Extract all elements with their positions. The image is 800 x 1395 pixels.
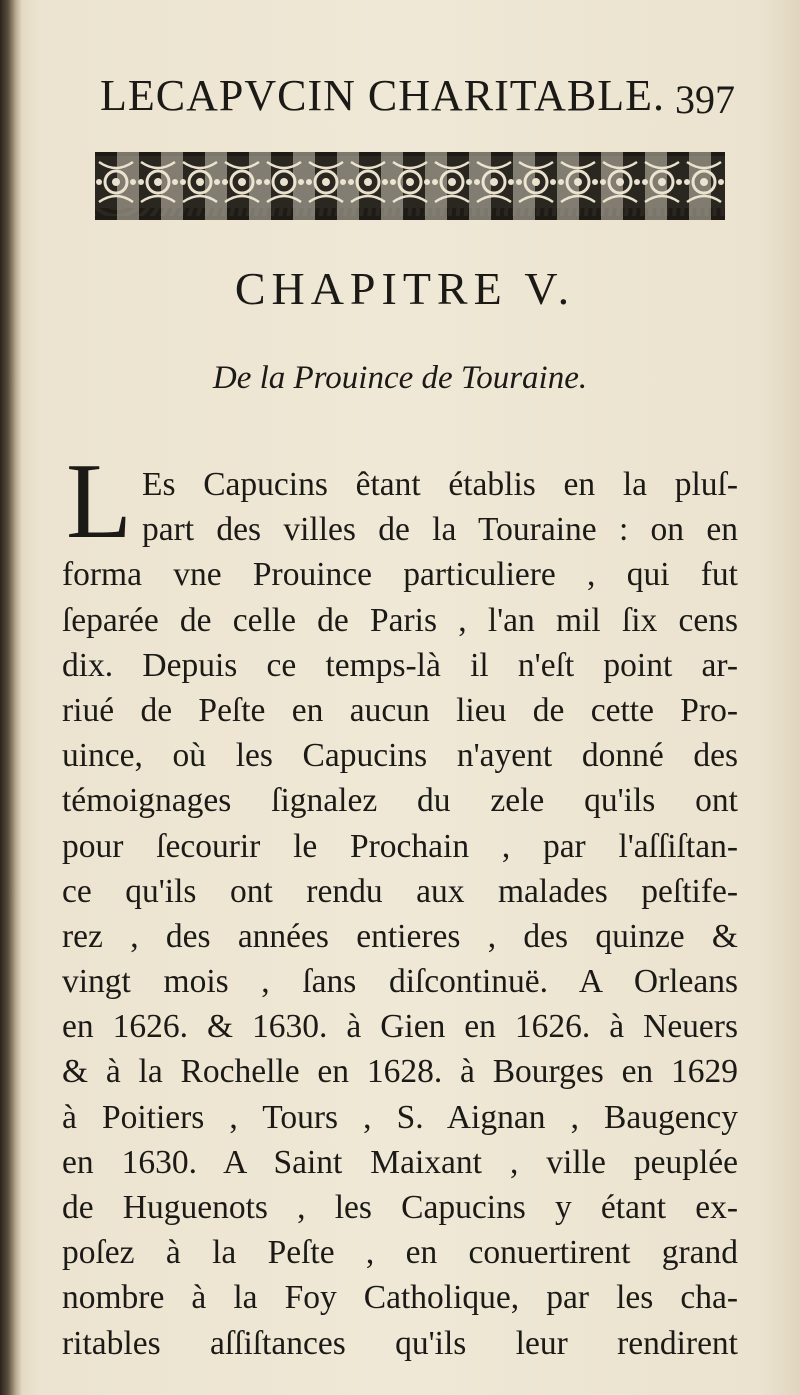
- text-line: pour ſecourir le Prochain , par l'aſſiſtan-: [62, 827, 738, 865]
- text-line: en 1630. A Saint Maixant , ville peuplée: [62, 1143, 738, 1181]
- text-line: uince, où les Capucins n'ayent donné des: [62, 737, 738, 775]
- running-head: [0, 70, 800, 130]
- text-line: & à la Rochelle en 1628. à Bourges en 1629: [62, 1053, 738, 1091]
- text-line: à Poitiers , Tours , S. Aignan , Baugency: [62, 1098, 738, 1136]
- chapter-heading: CHAPITRE V.: [234, 263, 576, 314]
- page-binding-edge: [0, 0, 22, 1395]
- text-line: vingt mois , ſans diſcontinuë. A Orleans: [62, 963, 738, 1001]
- text-line: rez , des années entieres , des quinze &: [62, 917, 738, 955]
- running-head-title: LECAPVCIN CHARITABLE.: [100, 71, 666, 120]
- text-line: ce qu'ils ont rendu aux malades peſtife-: [62, 872, 738, 910]
- text-line: ritables aſſiſtances qu'ils leur rendirent: [62, 1324, 738, 1362]
- headpiece-pattern: [95, 156, 725, 208]
- page-number: 397: [675, 77, 735, 122]
- drop-cap: L: [66, 442, 132, 561]
- chapter-subtitle: De la Prouince de Touraine.: [212, 360, 588, 396]
- text-line: Es Capucins êtant établis en la pluſ-: [142, 466, 738, 503]
- text-line: nombre à la Foy Catholique, par les cha-: [62, 1279, 738, 1317]
- text-line: poſez à la Peſte , en conuertirent grand: [62, 1234, 738, 1272]
- text-line: dix. Depuis ce temps-là il n'eſt point ar-: [62, 646, 738, 684]
- text-line: part des villes de la Touraine : on en: [142, 511, 738, 549]
- body-text: [62, 462, 738, 1366]
- text-line: de Huguenots , les Capucins y étant ex-: [62, 1189, 738, 1226]
- text-line: témoignages ſignalez du zele qu'ils ont: [62, 782, 738, 820]
- decorative-headpiece-band: [95, 152, 725, 220]
- text-line: forma vne Prouince particuliere , qui fut: [62, 556, 738, 594]
- text-line: riué de Peſte en aucun lieu de cette Pro-: [62, 691, 738, 729]
- text-line: en 1626. & 1630. à Gien en 1626. à Neuers: [62, 1008, 738, 1046]
- text-line: ſeparée de celle de Paris , l'an mil ſix cens: [62, 601, 738, 639]
